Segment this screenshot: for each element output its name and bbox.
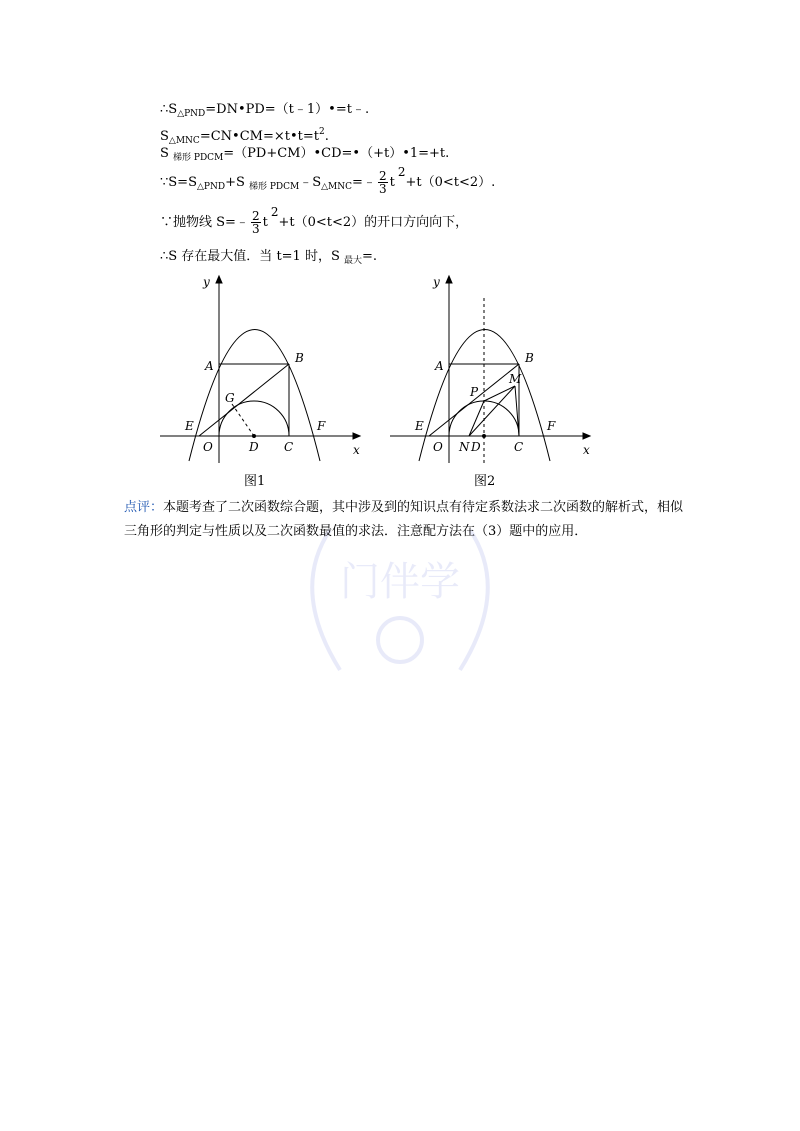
- label-e: E: [185, 419, 194, 433]
- solution-line-1: [160, 102, 369, 122]
- text: ∴S: [160, 102, 178, 117]
- text: =DN•PD=（t﹣1）•=t﹣.: [205, 102, 370, 117]
- label-n: N: [459, 440, 470, 454]
- label-f: F: [547, 419, 556, 433]
- subscript: 最大: [344, 256, 363, 266]
- numerator: 2: [378, 169, 387, 183]
- solution-line-6: [160, 249, 377, 269]
- text: ∵S=S: [160, 175, 197, 190]
- text: +t（0<t<2）的开口方向向下，: [278, 215, 469, 230]
- review-label: 点评：: [124, 500, 164, 515]
- label-o: O: [203, 440, 213, 454]
- subscript: △MNC: [321, 182, 353, 192]
- text: .: [324, 129, 329, 144]
- label-x: x: [583, 443, 590, 457]
- fraction: [378, 170, 388, 195]
- label-f: F: [317, 419, 326, 433]
- label-m: M: [509, 372, 522, 386]
- watermark-text: 门伴学: [340, 559, 460, 605]
- text: t: [389, 175, 395, 190]
- label-e: E: [415, 419, 424, 433]
- label-y: y: [433, 275, 440, 289]
- point-d: [252, 434, 256, 438]
- label-a: A: [435, 359, 444, 373]
- label-d: D: [471, 440, 481, 454]
- text: S: [160, 129, 169, 144]
- segment-eb: [199, 364, 289, 436]
- figure-1-caption: 图1: [244, 474, 266, 489]
- label-o: O: [433, 440, 443, 454]
- superscript: 2: [318, 127, 325, 137]
- text: =CN•CM=×t•t=t: [199, 129, 319, 144]
- figure-1: [155, 268, 370, 468]
- label-b: B: [295, 351, 304, 365]
- subscript: △PND: [177, 109, 206, 119]
- segment-np: [469, 401, 484, 436]
- exponent: 2: [270, 205, 279, 219]
- subscript: △MNC: [168, 136, 200, 146]
- semicircle: [219, 401, 289, 436]
- figure-2-caption: 图2: [474, 474, 496, 489]
- y-axis-arrow: [216, 276, 222, 283]
- text: +t（0<t<2）.: [405, 175, 496, 190]
- text: S: [160, 146, 174, 161]
- review-text: 本题考查了二次函数综合题，其中涉及到的知识点有待定系数法求二次函数的解析式，相似三角形的判定与性质以及二次函数最值的求法．注意配方法在（3）题中的应用．: [124, 500, 684, 539]
- review-paragraph: [124, 496, 684, 544]
- label-y: y: [203, 275, 210, 289]
- denominator: 3: [251, 222, 260, 236]
- exponent: 2: [397, 165, 406, 179]
- text: =（PD+CM）•CD=•（+t）•1=+t.: [223, 146, 450, 161]
- fraction: [251, 210, 261, 235]
- subscript: 梯形 PDCM: [173, 153, 224, 163]
- point-d: [482, 434, 486, 438]
- text: ∴S 存在最大值．当 t=1 时，S: [160, 249, 344, 264]
- x-axis-arrow: [583, 433, 590, 439]
- text: =﹣: [352, 175, 376, 190]
- solution-line-5: [160, 205, 469, 236]
- solution-line-4: [160, 165, 496, 199]
- label-d: D: [249, 440, 259, 454]
- segment-mc: [515, 386, 519, 436]
- dashed-gd: [232, 404, 254, 436]
- text: ﹣S: [299, 175, 322, 190]
- denominator: 3: [378, 182, 387, 196]
- text: ∵抛物线 S=﹣: [160, 215, 249, 230]
- figure-2: [385, 268, 600, 468]
- text: +S: [225, 175, 249, 190]
- label-x: x: [353, 443, 360, 457]
- subscript: △PND: [196, 182, 226, 192]
- text: =.: [362, 249, 378, 264]
- x-axis-arrow: [353, 433, 360, 439]
- label-c: C: [514, 440, 524, 454]
- label-b: B: [525, 351, 534, 365]
- label-p: P: [470, 385, 479, 399]
- subscript: 梯形 PDCM: [249, 182, 300, 192]
- y-axis-arrow: [446, 276, 452, 283]
- solution-line-3: [160, 146, 449, 166]
- label-g: G: [225, 391, 235, 405]
- label-a: A: [205, 359, 214, 373]
- text: t: [262, 215, 268, 230]
- label-c: C: [284, 440, 294, 454]
- numerator: 2: [251, 209, 260, 223]
